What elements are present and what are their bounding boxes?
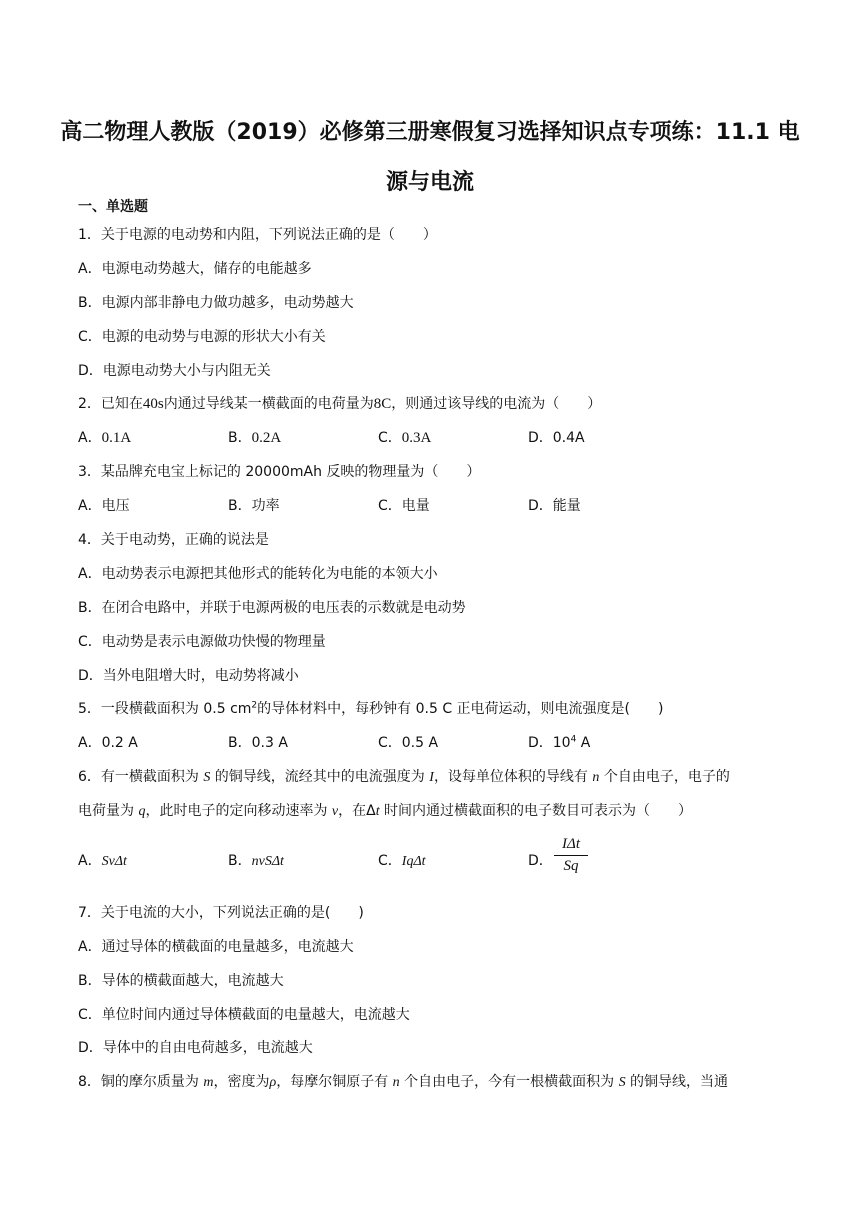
question-6-stem-line-2 [78,800,692,820]
variable: S [203,770,211,785]
question-7-option-a: A．通过导体的横截面的电量越多，电流越大 [78,939,354,955]
option-value: 0.2A [251,430,282,446]
option-label: A． [78,853,102,869]
stem-text: 2．已知在 [78,396,143,412]
question-5-option-c: C．0.5 A [378,735,439,751]
question-6-stem-line-1 [78,766,730,786]
question-8-stem [78,1071,728,1091]
question-6-option-a [78,850,127,870]
variable: m [203,1075,214,1090]
stem-text: 6．有一横截面积为 [78,769,204,785]
question-1-option-a: A．电源电动势越大，储存的电能越多 [78,261,312,277]
question-7-option-d: D．导体中的自由电荷越多，电流越大 [78,1040,313,1056]
fraction-denominator: Sq [563,858,579,874]
question-4-option-c: C．电动势是表示电源做功快慢的物理量 [78,634,326,650]
variable: S [618,1075,626,1090]
stem-text: 内通过导线某一横截面的电荷量为 [163,396,374,412]
option-label: B． [228,430,252,446]
question-3-option-a: A．电压 [78,498,130,514]
question-7-option-c: C．单位时间内通过导体横截面的电量越大，电流越大 [78,1007,410,1023]
variable: v [331,804,339,819]
option-value: SvΔt [101,854,127,869]
section-heading: 一、单选题 [78,199,148,215]
superscript: 4 [570,734,577,745]
stem-text: 8．铜的摩尔质量为 [78,1074,204,1090]
stem-text: ，设每单位体积的导线有 [433,769,593,785]
question-7-option-b: B．导体的横截面越大，电流越大 [78,973,284,989]
time-value: 40s [142,396,164,412]
variable: n [392,1075,400,1090]
stem-text: 电荷量为 [78,803,139,819]
question-5-option-a: A．0.2 A [78,735,138,751]
question-5-option-b: B．0.3 A [228,735,288,751]
option-value: 0.3A [401,430,432,446]
option-text: A [576,735,591,751]
title-line-1: 高二物理人教版（2019）必修第三册寒假复习选择知识点专项练：11.1 电 [60,120,800,145]
option-value: IqΔt [401,854,426,869]
question-4-stem: 4．关于电动势，正确的说法是 [78,532,269,548]
question-2-option-b [228,427,281,447]
stem-text: 的铜导线，当通 [625,1074,729,1090]
page-title [60,108,800,208]
charge-value: 8C [373,396,392,412]
variable: n [592,770,600,785]
option-value: nvSΔt [251,854,284,869]
question-5-stem [78,698,663,718]
question-3-option-d: D．能量 [528,498,581,514]
question-1-option-b: B．电源内部非静电力做功越多，电动势越大 [78,295,354,311]
stem-text: 个自由电子，电子的 [599,769,730,785]
option-text: D．10 [528,735,571,751]
option-value: 0.1A [101,430,132,446]
question-1-option-d: D．电源电动势大小与内阻无关 [78,363,271,379]
variable: ρ [269,1075,277,1090]
question-2-option-c [378,427,431,447]
question-2-option-a [78,427,131,447]
question-1-option-c: C．电源的电动势与电源的形状大小有关 [78,329,326,345]
question-4-option-b: B．在闭合电路中，并联于电源两极的电压表的示数就是电动势 [78,600,466,616]
stem-text: ，则通过该导线的电流为（ ） [391,396,602,412]
question-3-option-b: B．功率 [228,498,280,514]
question-7-stem: 7．关于电流的大小，下列说法正确的是( ) [78,905,364,921]
stem-text: ，在Δ [338,803,376,819]
question-1-stem: 1．关于电源的电动势和内阻，下列说法正确的是（ ） [78,227,437,243]
fraction-numerator: IΔt [554,836,588,856]
stem-text: ，此时电子的定向移动速率为 [145,803,332,819]
question-3-option-c: C．电量 [378,498,430,514]
question-4-option-a: A．电动势表示电源把其他形式的能转化为电能的本领大小 [78,566,438,582]
option-label: C． [378,853,402,869]
title-line-2: 源与电流 [385,170,474,195]
stem-text: 5．一段横截面积为 0.5 cm [78,701,252,717]
variable: q [138,804,146,819]
variable: t [375,804,380,819]
question-4-option-d: D．当外电阻增大时，电动势将减小 [78,668,299,684]
stem-text: 的铜导线，流经其中的电流强度为 [210,769,430,785]
question-6-option-c [378,850,426,870]
question-6-option-d-label: D． [528,853,553,869]
option-label: C． [378,430,402,446]
question-2-option-d: D．0.4A [528,430,585,446]
question-2-stem [78,393,601,413]
option-label: A． [78,430,102,446]
question-6-option-d-fraction [554,836,588,875]
stem-text: ，每摩尔铜原子有 [276,1074,393,1090]
option-label: B． [228,853,252,869]
stem-text: ，密度为 [213,1074,270,1090]
stem-text: 的导体材料中，每秒钟有 0.5 C 正电荷运动，则电流强度是( ) [257,701,664,717]
question-5-option-d [528,732,590,752]
stem-text: 时间内通过横截面积的电子数目可表示为（ ） [379,803,693,819]
stem-text: 个自由电子，今有一根横截面积为 [399,1074,619,1090]
superscript: 2 [251,700,258,711]
question-3-stem: 3．某品牌充电宝上标记的 20000mAh 反映的物理量为（ ） [78,464,481,480]
variable: I [429,770,434,785]
question-6-option-b [228,850,284,870]
